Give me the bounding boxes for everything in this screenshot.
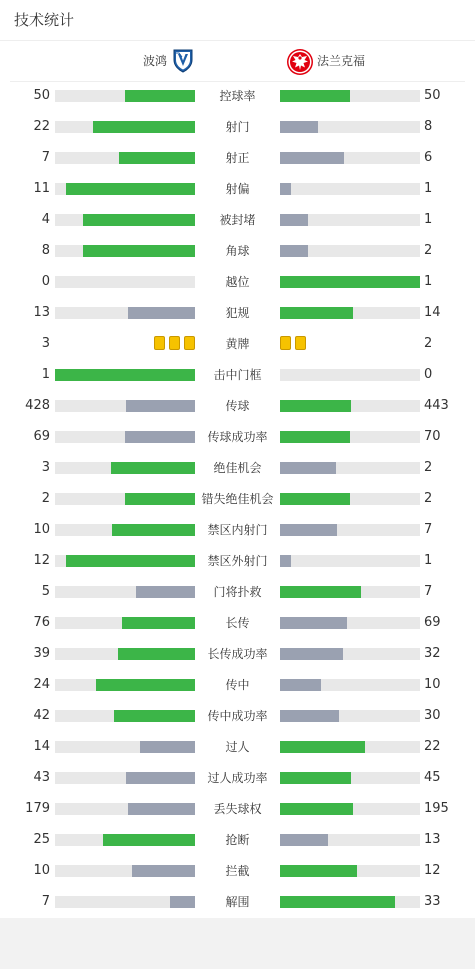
away-bar-fill [280, 648, 343, 660]
away-value: 2 [424, 243, 433, 258]
stat-row [0, 391, 475, 422]
stat-row [0, 608, 475, 639]
home-bar-fill [114, 710, 195, 722]
stat-label: 门将扑救 [213, 585, 262, 599]
home-value: 25 [33, 832, 50, 847]
home-bar-track [55, 524, 195, 536]
home-bar-track [55, 617, 195, 629]
stat-row [0, 639, 475, 670]
stat-label: 禁区内射门 [207, 523, 268, 537]
away-bar-fill [280, 214, 308, 226]
away-value: 70 [424, 429, 441, 444]
home-value: 50 [33, 88, 50, 103]
home-value: 5 [41, 584, 50, 599]
home-bar-fill [126, 400, 195, 412]
away-value: 50 [424, 88, 441, 103]
away-bar-track [280, 90, 420, 102]
away-bar-fill [280, 121, 318, 133]
home-value: 12 [33, 553, 50, 568]
vfl-bochum-crest-icon [170, 48, 196, 74]
away-bar-track [280, 710, 420, 722]
stat-row [0, 81, 475, 112]
stat-row [0, 577, 475, 608]
away-bar-fill [280, 276, 420, 288]
away-value: 2 [424, 336, 433, 351]
home-value: 42 [33, 708, 50, 723]
stat-label: 拦截 [225, 864, 250, 878]
stat-label: 长传成功率 [207, 647, 268, 661]
stat-label: 黄牌 [225, 337, 250, 351]
stat-label: 绝佳机会 [213, 461, 262, 475]
stat-label: 越位 [225, 275, 250, 289]
away-bar-fill [280, 555, 291, 567]
away-bar-track [280, 183, 420, 195]
yellow-card-icon [169, 336, 180, 350]
away-bar-track [280, 772, 420, 784]
away-value: 14 [424, 305, 441, 320]
home-bar-track [55, 586, 195, 598]
stat-row [0, 763, 475, 794]
home-value: 76 [33, 615, 50, 630]
away-bar-fill [280, 617, 347, 629]
stat-label: 被封堵 [219, 213, 256, 227]
away-bar-track [280, 400, 420, 412]
home-bar-track [55, 493, 195, 505]
stat-label: 传球 [225, 399, 250, 413]
home-value: 11 [33, 181, 50, 196]
stat-row [0, 887, 475, 918]
away-bar-fill [280, 865, 357, 877]
away-bar-fill [280, 896, 395, 908]
stat-label: 击中门框 [213, 368, 262, 382]
away-bar-track [280, 617, 420, 629]
stat-row [0, 143, 475, 174]
away-bar-fill [280, 431, 350, 443]
home-value: 3 [41, 460, 50, 475]
away-bar-fill [280, 152, 344, 164]
home-bar-fill [96, 679, 195, 691]
away-value: 13 [424, 832, 441, 847]
away-bar-track [280, 586, 420, 598]
home-value: 428 [25, 398, 50, 413]
stat-row [0, 732, 475, 763]
away-bar-track [280, 555, 420, 567]
home-bar-fill [93, 121, 195, 133]
home-bar-track [55, 214, 195, 226]
home-bar-fill [119, 152, 195, 164]
eintracht-frankfurt-eagle-icon [286, 48, 314, 76]
home-bar-track [55, 865, 195, 877]
away-bar-fill [280, 400, 351, 412]
home-value: 1 [41, 367, 50, 382]
home-bar-track [55, 431, 195, 443]
yellow-card-icon [295, 336, 306, 350]
away-team-name: 法兰克福 [317, 54, 366, 68]
away-bar-track [280, 741, 420, 753]
stat-row [0, 701, 475, 732]
away-bar-track [280, 276, 420, 288]
home-bar-fill [125, 431, 195, 443]
home-bar-fill [128, 803, 195, 815]
stat-row [0, 329, 475, 360]
home-value: 8 [41, 243, 50, 258]
stat-label: 丢失球权 [213, 802, 262, 816]
home-value: 24 [33, 677, 50, 692]
home-bar-fill [125, 90, 195, 102]
home-bar-fill [103, 834, 195, 846]
home-team-name: 波鸿 [142, 54, 167, 68]
stat-row [0, 422, 475, 453]
home-bar-fill [118, 648, 195, 660]
home-bar-fill [66, 555, 195, 567]
home-bar-track [55, 710, 195, 722]
away-value: 45 [424, 770, 441, 785]
home-bar-fill [128, 307, 195, 319]
stat-row [0, 546, 475, 577]
stat-row [0, 794, 475, 825]
stat-row [0, 360, 475, 391]
home-bar-fill [140, 741, 195, 753]
away-bar-fill [280, 586, 361, 598]
home-bar-fill [126, 772, 195, 784]
home-value: 7 [41, 894, 50, 909]
stat-label: 射正 [225, 151, 250, 165]
away-bar-track [280, 896, 420, 908]
away-bar-fill [280, 245, 308, 257]
away-bar-fill [280, 183, 291, 195]
yellow-card-icon [154, 336, 165, 350]
teams-header [0, 44, 475, 80]
away-value: 22 [424, 739, 441, 754]
home-bar-track [55, 152, 195, 164]
home-bar-track [55, 648, 195, 660]
stat-label: 错失绝佳机会 [201, 492, 274, 506]
away-bar-track [280, 245, 420, 257]
stat-label: 角球 [225, 244, 250, 258]
away-bar-track [280, 679, 420, 691]
stat-label: 抢断 [225, 833, 250, 847]
yellow-card-icon [280, 336, 291, 350]
home-bar-fill [66, 183, 195, 195]
away-bar-track [280, 524, 420, 536]
away-value: 1 [424, 274, 433, 289]
away-bar-track [280, 431, 420, 443]
away-bar-fill [280, 741, 365, 753]
home-bar-fill [111, 462, 195, 474]
away-value: 8 [424, 119, 433, 134]
home-bar-track [55, 462, 195, 474]
stat-row [0, 236, 475, 267]
stat-label: 禁区外射门 [207, 554, 268, 568]
home-value: 10 [33, 863, 50, 878]
away-value: 10 [424, 677, 441, 692]
home-bar-track [55, 803, 195, 815]
home-bar-fill [112, 524, 195, 536]
away-bar-fill [280, 462, 336, 474]
away-value: 30 [424, 708, 441, 723]
stat-row [0, 670, 475, 701]
home-yellow-cards [150, 336, 195, 350]
home-bar-track [55, 245, 195, 257]
home-bar-track [55, 772, 195, 784]
away-value: 12 [424, 863, 441, 878]
home-value: 4 [41, 212, 50, 227]
home-bar-fill [136, 586, 195, 598]
stat-row [0, 515, 475, 546]
home-value: 22 [33, 119, 50, 134]
away-value: 443 [424, 398, 449, 413]
page-title: 技术统计 [14, 11, 75, 29]
title-divider [0, 40, 475, 41]
home-value: 10 [33, 522, 50, 537]
home-bar-track [55, 679, 195, 691]
home-bar-fill [83, 214, 195, 226]
home-value: 14 [33, 739, 50, 754]
away-bar-fill [280, 710, 339, 722]
away-bar-fill [280, 803, 353, 815]
stat-row [0, 825, 475, 856]
home-bar-track [55, 400, 195, 412]
home-bar-fill [170, 896, 195, 908]
away-value: 2 [424, 491, 433, 506]
home-bar-track [55, 369, 195, 381]
stat-row [0, 453, 475, 484]
home-value: 179 [25, 801, 50, 816]
home-bar-track [55, 555, 195, 567]
home-value: 69 [33, 429, 50, 444]
stat-label: 传中成功率 [207, 709, 268, 723]
home-value: 7 [41, 150, 50, 165]
stat-row [0, 174, 475, 205]
stat-label: 过人成功率 [207, 771, 268, 785]
away-bar-track [280, 307, 420, 319]
away-value: 1 [424, 181, 433, 196]
stat-row [0, 298, 475, 329]
stat-label: 过人 [225, 740, 250, 754]
home-bar-track [55, 276, 195, 288]
stat-row [0, 205, 475, 236]
home-bar-fill [122, 617, 195, 629]
home-bar-fill [83, 245, 195, 257]
home-value: 2 [41, 491, 50, 506]
away-bar-track [280, 369, 420, 381]
away-bar-fill [280, 90, 350, 102]
home-value: 39 [33, 646, 50, 661]
stat-label: 控球率 [219, 89, 256, 103]
stat-label: 射偏 [225, 182, 250, 196]
home-bar-track [55, 121, 195, 133]
away-bar-fill [280, 772, 351, 784]
home-bar-track [55, 834, 195, 846]
stat-row [0, 267, 475, 298]
away-bar-fill [280, 493, 350, 505]
away-bar-track [280, 493, 420, 505]
home-value: 13 [33, 305, 50, 320]
home-bar-track [55, 183, 195, 195]
away-yellow-cards [280, 336, 310, 350]
stat-label: 射门 [225, 120, 250, 134]
home-bar-track [55, 307, 195, 319]
home-bar-track [55, 741, 195, 753]
away-bar-fill [280, 834, 328, 846]
stat-label: 传中 [225, 678, 250, 692]
away-value: 69 [424, 615, 441, 630]
away-value: 7 [424, 522, 433, 537]
home-bar-fill [125, 493, 195, 505]
home-bar-track [55, 896, 195, 908]
stat-row [0, 856, 475, 887]
home-value: 3 [41, 336, 50, 351]
away-value: 32 [424, 646, 441, 661]
away-bar-track [280, 865, 420, 877]
away-bar-fill [280, 524, 337, 536]
stat-label: 长传 [225, 616, 250, 630]
away-bar-track [280, 152, 420, 164]
away-bar-track [280, 648, 420, 660]
away-bar-fill [280, 307, 353, 319]
away-value: 33 [424, 894, 441, 909]
away-bar-track [280, 834, 420, 846]
stat-label: 犯规 [225, 306, 250, 320]
away-value: 7 [424, 584, 433, 599]
stat-label: 传球成功率 [207, 430, 268, 444]
away-bar-track [280, 462, 420, 474]
away-value: 1 [424, 212, 433, 227]
home-bar-track [55, 90, 195, 102]
away-bar-track [280, 214, 420, 226]
away-value: 195 [424, 801, 449, 816]
away-value: 6 [424, 150, 433, 165]
stat-label: 解围 [225, 895, 250, 909]
away-bar-track [280, 121, 420, 133]
home-value: 43 [33, 770, 50, 785]
away-bar-fill [280, 679, 321, 691]
stat-row [0, 484, 475, 515]
away-value: 1 [424, 553, 433, 568]
away-value: 0 [424, 367, 433, 382]
yellow-card-icon [184, 336, 195, 350]
home-bar-fill [132, 865, 195, 877]
home-bar-fill [55, 369, 195, 381]
away-bar-track [280, 803, 420, 815]
stat-row [0, 112, 475, 143]
home-value: 0 [41, 274, 50, 289]
away-value: 2 [424, 460, 433, 475]
